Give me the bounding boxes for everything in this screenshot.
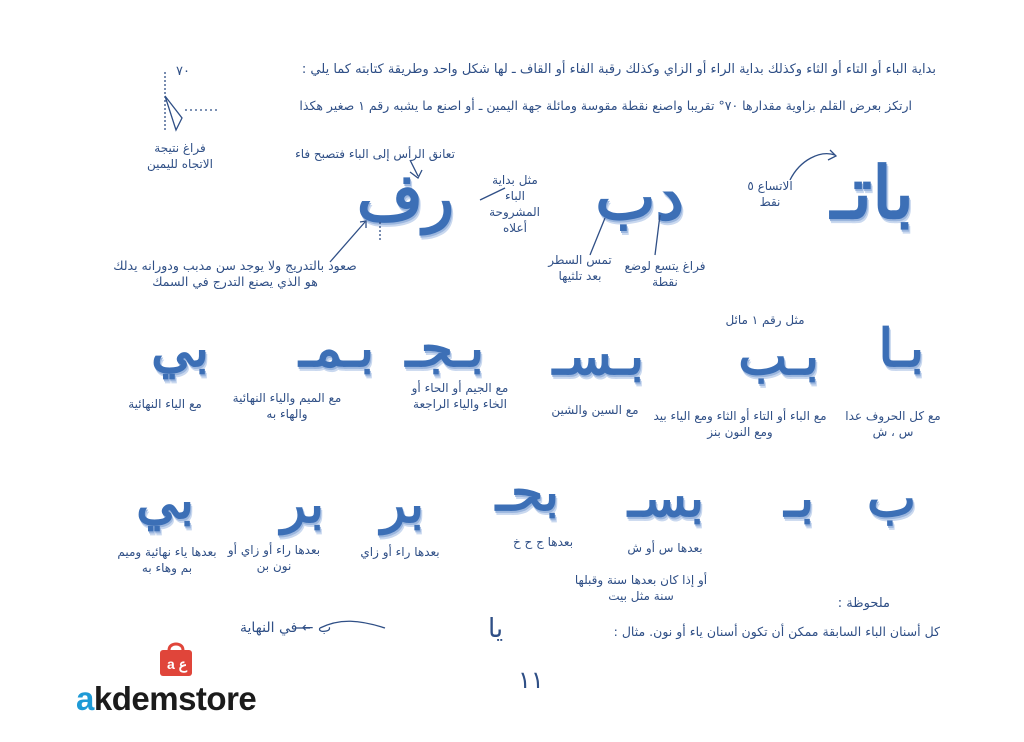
brand-wordmark [76, 680, 256, 718]
row3-caption-5: بعدها راء أو زاي [360, 545, 440, 559]
row2-caption-1: مع كل الحروف عدا س ، ش [845, 409, 941, 439]
row3-caption-7: بعدها ياء نهائية وميم بم وهاء به [117, 545, 217, 575]
note-ascend: صعود بالتدريج ولا يوجد سن مدبب ودورانه يدلك هو الذي يصنع التدرج في السمك [113, 258, 357, 289]
shopping-bag-icon [156, 640, 196, 678]
row3-final-note: ب ← في النهاية [240, 620, 332, 636]
row2-glyph-4: بـجـ [405, 318, 484, 379]
row2-glyph-2: بـب [738, 326, 819, 387]
word-bat: باتـ [830, 150, 914, 235]
brand-name: kdemstore [93, 680, 257, 717]
row2-glyph-1: بـا [878, 318, 924, 379]
row3-glyph-5: بر [380, 474, 424, 535]
row3-glyph-2: بـ [784, 468, 814, 529]
row2-caption-3: مع السين والشين [551, 403, 639, 417]
arrow-space [655, 215, 660, 255]
row3-glyph-6: بر [280, 474, 324, 535]
note-head: تعانق الرأس إلى الباء فتصبح فاء [295, 147, 455, 161]
row3-glyph-3: بسـ [627, 468, 704, 529]
row2-glyph-3: بـسـ [552, 326, 644, 387]
row2-caption-2: مع الباء أو التاء أو الثاء ومع الياء بيد ومع النون بنز [653, 409, 827, 439]
arrow-ascend [330, 222, 365, 262]
row3-caption-4: بعدها ج ح خ [512, 535, 574, 549]
row3-glyph-4: بحـ [495, 462, 559, 523]
header-line-1: بداية الباء أو التاء أو الثاء وكذلك بداية الراء أو الزاي وكذلك رقبة الفاء أو القاف ـ لها شكل واحد وطريقة كتابته كما يلي : [301, 62, 936, 77]
row3-extra-note: أو إذا كان بعدها سنة وقبلها سنة مثل بيت [574, 573, 708, 603]
note-example: مثل بداية الباء المشروحة أعلاه [489, 173, 540, 235]
row2-caption-4: مع الجيم أو الحاء أو الخاء والياء الراجعة [411, 381, 509, 411]
remark-text: كل أسنان الباء السابقة ممكن أن تكون أسنان ياء أو نون. مثال : [613, 624, 940, 639]
row3-caption-3: بعدها س أو ش [627, 541, 703, 555]
bag-letters: a ع [167, 656, 188, 672]
header-line-2: ارتكز بعرض القلم بزاوية مقدارها ٧٠° تقريبا واصنع نقطة مقوسة ومائلة جهة اليمين ـ أو اصنع ما يشبه رقم ١ صغير هكذا [299, 98, 912, 113]
row3-glyph-1: ب [867, 468, 916, 529]
arrow-touch [590, 218, 605, 255]
row2-caption-6: مع الياء النهائية [128, 397, 202, 411]
row3-caption-6: بعدها راء أو زاي أو نون بن [227, 543, 321, 573]
row2-glyph-6: بي [151, 318, 209, 379]
remark-title: ملحوظة : [837, 596, 890, 611]
pen-angle-marker [165, 96, 182, 130]
brand-logo [76, 640, 286, 720]
word-db: دب [595, 160, 684, 235]
row2-caption-5: مع الميم والياء النهائية والهاء به [232, 391, 342, 421]
angle-label: ٧٠ [176, 64, 190, 79]
arrow-expansion [790, 154, 835, 180]
note-touch: تمس السطر بعد تلثيها [548, 253, 612, 283]
arrow-example [480, 188, 505, 200]
note-space: فراغ يتسع لوضع نقطة [624, 259, 706, 289]
page-number: ١١ [518, 666, 544, 694]
row2-glyph-5: بـمـ [298, 318, 374, 379]
note-expansion: الاتساع ٥ نقط [747, 179, 793, 209]
row3-glyph-7: بي [136, 470, 194, 531]
remark-example: يا [488, 614, 504, 644]
brand-prefix: a [76, 680, 94, 717]
word-rf: رف [356, 160, 454, 235]
side-note-right-space: فراغ نتيجة الاتجاه لليمين [147, 141, 213, 171]
row2-angle-note: مثل رقم ١ مائل [725, 313, 805, 327]
